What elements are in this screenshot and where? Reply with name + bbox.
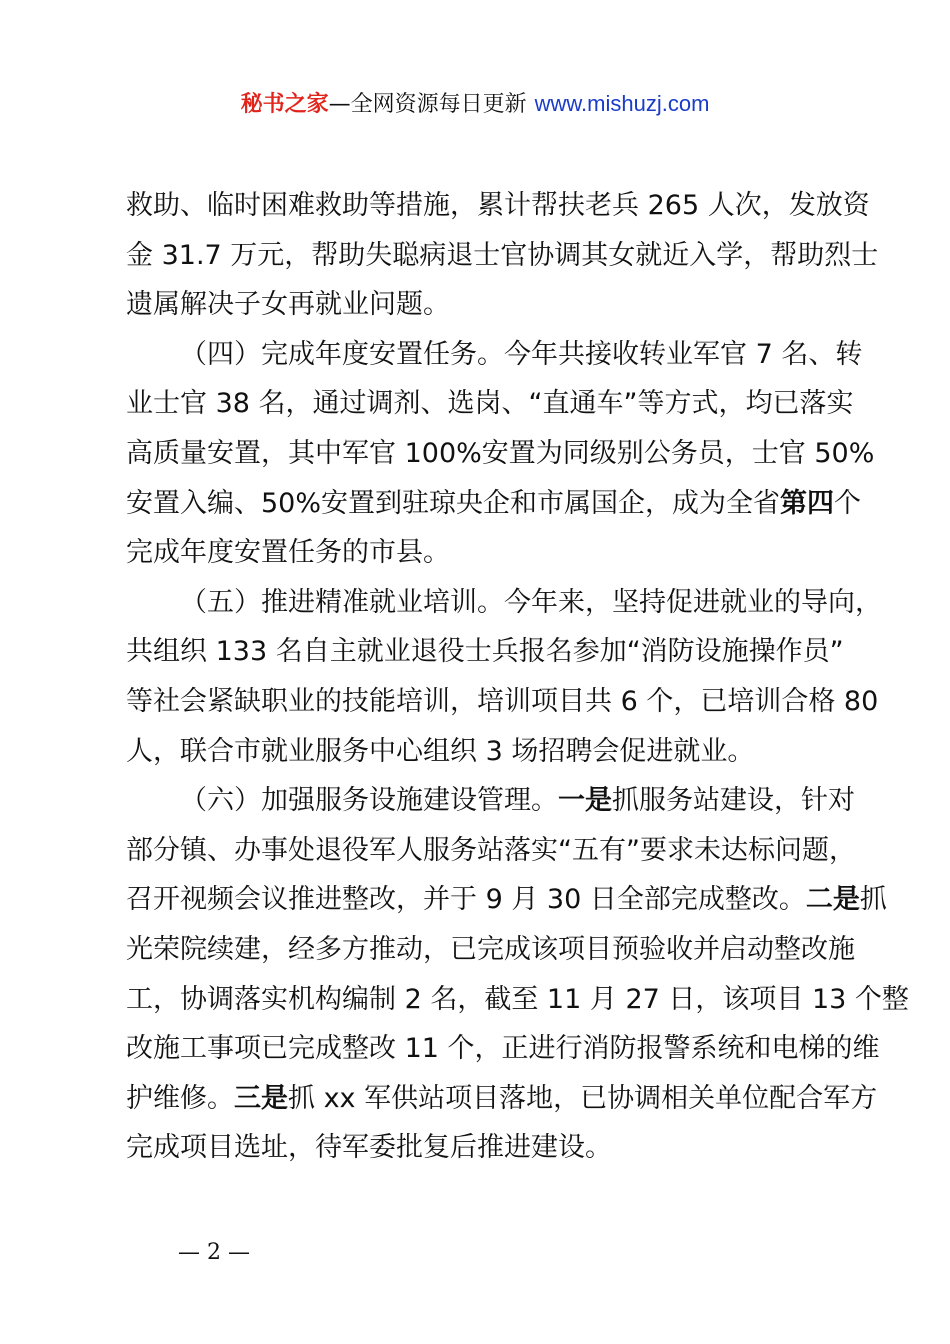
text-line: [126, 1074, 878, 1124]
text-segment: 抓 xx 军供站项目落地，已协调相关单位配合军方: [288, 1082, 878, 1114]
text-line: [126, 727, 836, 777]
text-line: [126, 826, 856, 876]
text-line: [126, 231, 879, 281]
text-segment: 个: [834, 487, 862, 519]
text-segment: （六）加强服务设施建设管理。: [180, 785, 558, 817]
text-line: [126, 379, 854, 429]
text-segment: 抓: [859, 884, 887, 916]
text-segment: 共组织 133 名自主就业退役士兵报名参加“消防设施操作员”: [126, 636, 844, 668]
text-segment: 抓服务站建设，针对: [612, 785, 855, 817]
text-segment: 护维修。: [126, 1082, 234, 1114]
brand-name: 秘书之家: [240, 92, 329, 117]
text-line: [126, 578, 882, 628]
text-segment: 改施工事项已完成整改 11 个，正进行消防报警系统和电梯的维: [126, 1033, 880, 1065]
text-line: [126, 429, 875, 479]
text-segment: 金 31.7 万元，帮助失聪病退士官协调其女就近入学，帮助烈士: [126, 239, 879, 271]
text-segment: 部分镇、办事处退役军人服务站落实“五有”要求未达标问题，: [126, 834, 856, 866]
text-segment: 光荣院续建，经多方推动，已完成该项目预验收并启动整改施: [126, 933, 855, 965]
bold-text: 三是: [234, 1082, 288, 1114]
text-line: [126, 677, 879, 727]
text-line: [126, 975, 909, 1025]
text-segment: 业士官 38 名，通过调剂、选岗、“直通车”等方式，均已落实: [126, 388, 854, 420]
site-url-link[interactable]: www.mishuzj.com: [534, 91, 710, 116]
text-segment: 完成项目选址，待军委批复后推进建设。: [126, 1132, 612, 1164]
bold-text: 一是: [558, 785, 612, 817]
text-segment: （五）推进精准就业培训。今年来，坚持促进就业的导向，: [180, 586, 882, 618]
text-segment: 救助、临时困难救助等措施，累计帮扶老兵 265 人次，发放资: [126, 190, 870, 221]
text-line: [126, 627, 844, 677]
header-slogan: —全网资源每日更新: [328, 92, 527, 117]
text-segment: 召开视频会议推进整改，并于 9 月 30 日全部完成整改。: [126, 884, 806, 916]
text-line: [126, 528, 836, 578]
bold-text: 第四: [780, 487, 835, 519]
text-line: [126, 479, 862, 529]
text-line: [126, 875, 887, 925]
text-line: [126, 1123, 836, 1173]
text-segment: 工，协调落实机构编制 2 名，截至 11 月 27 日，该项目 13 个整: [126, 983, 909, 1015]
text-line: [126, 776, 855, 826]
text-segment: 遗属解决子女再就业问题。: [126, 289, 450, 321]
site-header: [0, 88, 950, 121]
text-line: [126, 925, 855, 975]
text-segment: 安置入编、50%安置到驻琼央企和市属国企，成为全省: [126, 487, 781, 519]
page-number: — 2 —: [178, 1240, 250, 1265]
bold-text: 二是: [805, 884, 860, 916]
text-segment: 等社会紧缺职业的技能培训，培训项目共 6 个，已培训合格 80: [126, 685, 879, 717]
text-line: [126, 330, 863, 380]
text-segment: 人，联合市就业服务中心组织 3 场招聘会促进就业。: [126, 735, 755, 767]
text-line: [126, 280, 836, 330]
text-segment: 完成年度安置任务的市县。: [126, 537, 450, 569]
text-line: [126, 1024, 880, 1074]
text-line: [126, 181, 870, 231]
document-body: [126, 181, 909, 1173]
text-segment: （四）完成年度安置任务。今年共接收转业军官 7 名、转: [180, 338, 863, 370]
text-segment: 高质量安置，其中军官 100%安置为同级别公务员，士官 50%: [126, 437, 875, 469]
